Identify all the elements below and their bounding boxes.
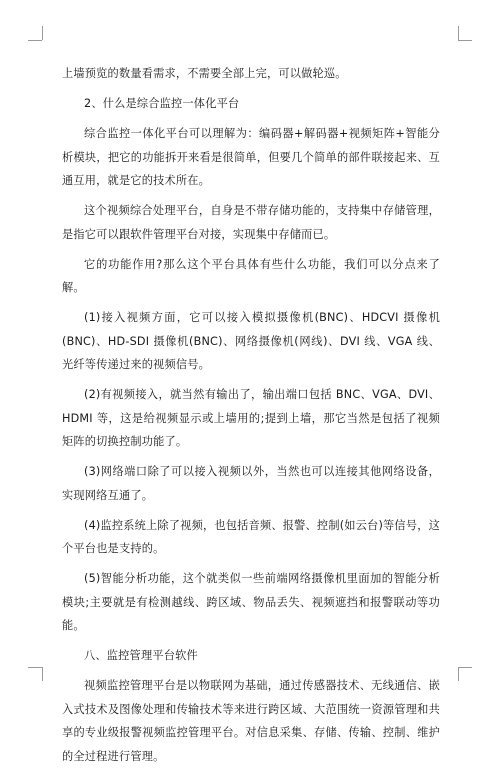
crop-mark-top-left-h <box>28 40 42 41</box>
crop-mark-top-left-v <box>42 26 43 40</box>
paragraph-item-1: (1)接入视频方面，它可以接入模拟摄像机(BNC)、HDCVI 摄像机(BNC)、HD-SDI 摄像机(BNC)、网络摄像机(网线)、DVI 线、VGA 线、光纤等传递过来的视频信号。 <box>62 311 440 371</box>
crop-mark-bottom-right-h <box>458 667 472 668</box>
paragraph-platform-definition: 综合监控一体化平台可以理解为：编码器+解码器+视频矩阵+智能分析模块，把它的功能拆开来看是很简单，但要几个简单的部件联接起来、互通互用，就是它的技术所在。 <box>62 127 440 187</box>
crop-mark-bottom-left-v <box>42 667 43 681</box>
section-heading-integrated-platform: 2、什么是综合监控一体化平台 <box>84 97 240 110</box>
paragraph-functions-intro: 它的功能作用?那么这个平台具体有些什么功能，我们可以分点来了解。 <box>62 257 440 294</box>
paragraph-storage: 这个视频综合处理平台，自身是不带存储功能的，支持集中存储管理，是指它可以跟软件管理平台对接，实现集中存储而已。 <box>62 204 440 241</box>
paragraph-item-3: (3)网络端口除了可以接入视频以外，当然也可以连接其他网络设备，实现网络互通了。 <box>62 465 440 502</box>
document-body <box>62 62 440 768</box>
crop-mark-bottom-left-h <box>28 667 42 668</box>
crop-mark-top-right-v <box>458 26 459 40</box>
paragraph-management-platform: 视频监控管理平台是以物联网为基础，通过传感器技术、无线通信、嵌入式技术及图像处理和传输技术等来进行跨区域、大范围统一资源管理和共享的专业级报警视频监控管理平台。对信息采集、存储、传输、控制、维护的全过程进行管理。 <box>62 679 440 763</box>
paragraph-continuation: 上墙预览的数量看需求，不需要全部上完，可以做轮巡。 <box>62 67 347 80</box>
crop-mark-top-right-h <box>458 40 472 41</box>
section-heading-management-software: 八、监控管理平台软件 <box>84 649 198 662</box>
paragraph-item-4: (4)监控系统上除了视频，也包括音频、报警、控制(如云台)等信号，这个平台也是支持的。 <box>62 518 440 555</box>
paragraph-item-5: (5)智能分析功能，这个就类似一些前端网络摄像机里面加的智能分析模块;主要就是有检测越线、跨区域、物品丢失、视频遮挡和报警联动等功能。 <box>62 572 440 632</box>
paragraph-item-2: (2)有视频接入，就当然有输出了，输出端口包括 BNC、VGA、DVI、HDMI 等，这是给视频显示或上墙用的;提到上墙，那它当然是包括了视频矩阵的切换控制功能了。 <box>62 388 440 448</box>
crop-mark-bottom-right-v <box>458 667 459 681</box>
